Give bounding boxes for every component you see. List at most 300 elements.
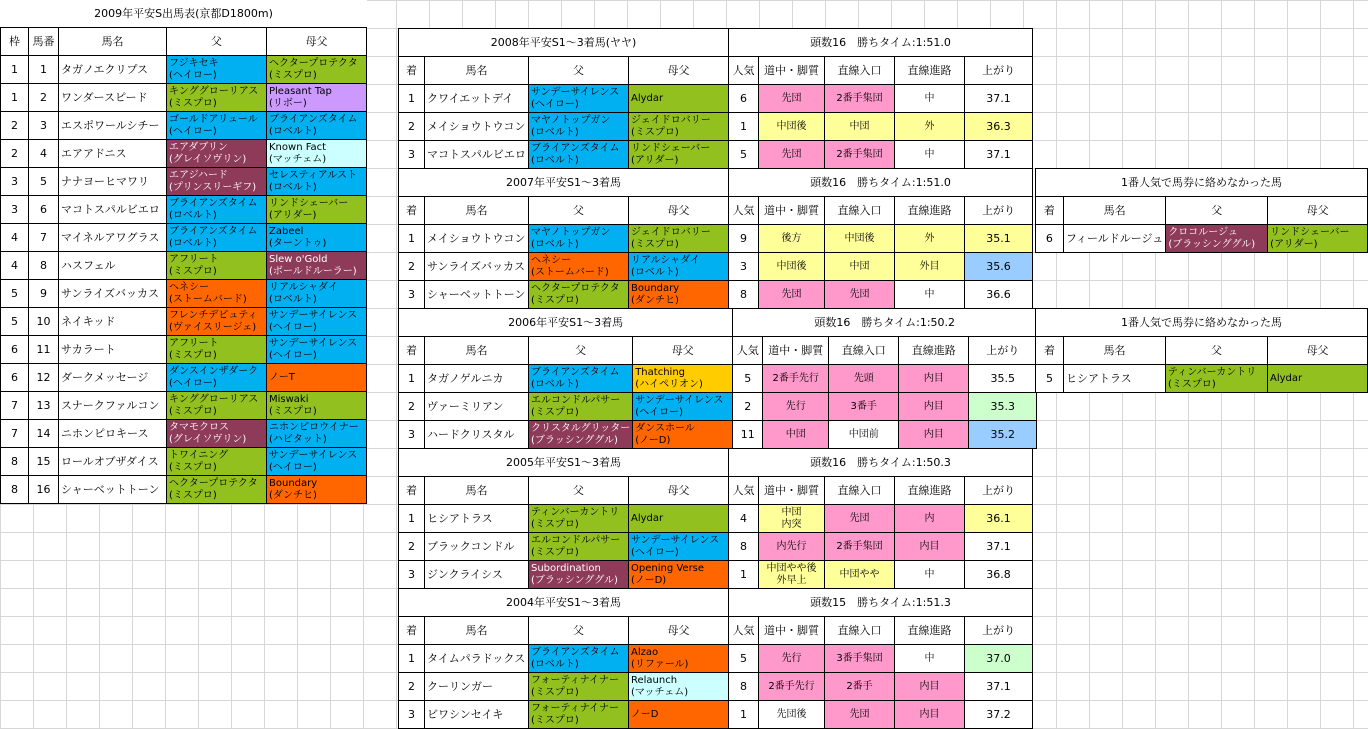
waku-cell[interactable]: 7 [1, 392, 29, 420]
running-style-cell[interactable]: 先団後 [759, 701, 825, 729]
horse-name-cell[interactable]: ハードクリスタル [425, 421, 529, 449]
stretch-course-cell[interactable]: 中 [895, 281, 965, 309]
running-style-cell[interactable]: 後方 [759, 225, 825, 253]
column-header[interactable]: 父 [529, 477, 629, 505]
column-header[interactable]: 上がり [965, 57, 1033, 85]
stretch-course-cell[interactable]: 中 [895, 645, 965, 673]
finish-position-cell[interactable]: 2 [399, 113, 425, 141]
last-3f-cell[interactable]: 37.2 [965, 701, 1033, 729]
horse-name-cell[interactable]: ジンクライシス [425, 561, 529, 589]
stretch-entry-cell[interactable]: 2番手集団 [825, 533, 895, 561]
past-info[interactable]: 頭数15 勝ちタイム:1:51.3 [729, 589, 1033, 617]
waku-cell[interactable]: 2 [1, 140, 29, 168]
popularity-cell[interactable]: 1 [729, 113, 759, 141]
bms-cell[interactable]: Zabeel (ターントゥ) [267, 224, 367, 252]
bms-cell[interactable]: ノーD [629, 701, 729, 729]
last-3f-cell[interactable]: 37.1 [965, 141, 1033, 169]
sire-cell[interactable]: エルコンドルパサー (ミスプロ) [529, 393, 633, 421]
sire-cell[interactable]: クリスタルグリッター (ブラッシンググル) [529, 421, 633, 449]
popularity-cell[interactable]: 4 [729, 505, 759, 533]
column-header[interactable]: 着 [399, 197, 425, 225]
finish-position-cell[interactable]: 1 [399, 225, 425, 253]
stretch-entry-cell[interactable]: 2番手集団 [825, 85, 895, 113]
popularity-cell[interactable]: 9 [729, 225, 759, 253]
stretch-entry-cell[interactable]: 3番手集団 [825, 645, 895, 673]
running-style-cell[interactable]: 先団 [759, 281, 825, 309]
column-header[interactable]: 父 [1166, 197, 1268, 225]
popularity-cell[interactable]: 5 [729, 645, 759, 673]
stretch-course-cell[interactable]: 内目 [895, 533, 965, 561]
last-3f-cell[interactable]: 37.0 [965, 645, 1033, 673]
sire-cell[interactable]: エアジハード (プリンスリーギフ) [167, 168, 267, 196]
column-header[interactable]: 着 [399, 337, 425, 365]
bms-cell[interactable]: Pleasant Tap (リボー) [267, 84, 367, 112]
column-header[interactable]: 上がり [965, 477, 1033, 505]
column-header[interactable]: 父 [167, 28, 267, 56]
finish-position-cell[interactable]: 2 [399, 253, 425, 281]
waku-cell[interactable]: 3 [1, 196, 29, 224]
column-header[interactable]: 馬名 [425, 337, 529, 365]
past-info[interactable]: 頭数16 勝ちタイム:1:50.2 [733, 309, 1037, 337]
past-info[interactable]: 頭数16 勝ちタイム:1:51.0 [729, 169, 1033, 197]
sire-cell[interactable]: フォーティナイナー (ミスプロ) [529, 701, 629, 729]
column-header[interactable]: 直線進路 [895, 477, 965, 505]
finish-position-cell[interactable]: 1 [399, 365, 425, 393]
sire-cell[interactable]: ブライアンズタイム (ロベルト) [529, 141, 629, 169]
sire-cell[interactable]: フォーティナイナー (ミスプロ) [529, 673, 629, 701]
past-title[interactable]: 2005年平安S1～3着馬 [399, 449, 729, 477]
sire-cell[interactable]: アフリート (ミスプロ) [167, 336, 267, 364]
horse-name-cell[interactable]: スナークファルコン [59, 392, 167, 420]
horse-name-cell[interactable]: ロールオブザダイス [59, 448, 167, 476]
bms-cell[interactable]: Alzao (リファール) [629, 645, 729, 673]
column-header[interactable]: 父 [529, 57, 629, 85]
sire-cell[interactable]: ブライアンズタイム (ロベルト) [167, 196, 267, 224]
column-header[interactable]: 着 [1036, 197, 1064, 225]
horse-name-cell[interactable]: マコトスパルビエロ [425, 141, 529, 169]
popularity-cell[interactable]: 3 [729, 253, 759, 281]
waku-cell[interactable]: 1 [1, 84, 29, 112]
horse-name-cell[interactable]: ヒシアトラス [425, 505, 529, 533]
horse-name-cell[interactable]: タガノゲルニカ [425, 365, 529, 393]
bms-cell[interactable]: Thatching (ハイペリオン) [633, 365, 733, 393]
stretch-entry-cell[interactable]: 中団前 [829, 421, 899, 449]
stretch-course-cell[interactable]: 中 [895, 85, 965, 113]
last-3f-cell[interactable]: 35.5 [969, 365, 1037, 393]
horse-name-cell[interactable]: クワイエットデイ [425, 85, 529, 113]
running-style-cell[interactable]: 先行 [759, 645, 825, 673]
stretch-entry-cell[interactable]: 2番手集団 [825, 141, 895, 169]
bms-cell[interactable]: サンデーサイレンス (ヘイロー) [267, 308, 367, 336]
bms-cell[interactable]: リンドシェーバー (アリダー) [629, 141, 729, 169]
umaban-cell[interactable]: 10 [29, 308, 59, 336]
column-header[interactable]: 直線入口 [825, 477, 895, 505]
stretch-entry-cell[interactable]: 中団後 [825, 225, 895, 253]
column-header[interactable]: 直線入口 [825, 57, 895, 85]
stretch-course-cell[interactable]: 内目 [899, 393, 969, 421]
sire-cell[interactable]: ティンバーカントリ (ミスプロ) [1166, 365, 1268, 393]
bms-cell[interactable]: リアルシャダイ (ロベルト) [629, 253, 729, 281]
column-header[interactable]: 道中・脚質 [759, 197, 825, 225]
entries-title[interactable]: 2009年平安S出馬表(京都D1800m) [94, 7, 273, 20]
sire-cell[interactable]: エルコンドルパサー (ミスプロ) [529, 533, 629, 561]
fav-title[interactable]: 1番人気で馬券に絡めなかった馬 [1036, 169, 1368, 197]
column-header[interactable]: 直線入口 [829, 337, 899, 365]
column-header[interactable]: 上がり [969, 337, 1037, 365]
finish-position-cell[interactable]: 3 [399, 701, 425, 729]
sire-cell[interactable]: フジキセキ (ヘイロー) [167, 56, 267, 84]
horse-name-cell[interactable]: ブラックコンドル [425, 533, 529, 561]
column-header[interactable]: 着 [399, 57, 425, 85]
column-header[interactable]: 直線進路 [899, 337, 969, 365]
past-title[interactable]: 2006年平安S1～3着馬 [399, 309, 733, 337]
umaban-cell[interactable]: 12 [29, 364, 59, 392]
horse-name-cell[interactable]: メイショウトウコン [425, 225, 529, 253]
sire-cell[interactable]: ブライアンズタイム (ロベルト) [529, 645, 629, 673]
umaban-cell[interactable]: 1 [29, 56, 59, 84]
popularity-cell[interactable]: 5 [729, 141, 759, 169]
bms-cell[interactable]: Boundary (ダンチヒ) [267, 476, 367, 504]
waku-cell[interactable]: 4 [1, 224, 29, 252]
finish-position-cell[interactable]: 6 [1036, 225, 1064, 253]
horse-name-cell[interactable]: ヒシアトラス [1064, 365, 1166, 393]
stretch-course-cell[interactable]: 外目 [895, 253, 965, 281]
fav-row [1036, 365, 1368, 393]
waku-cell[interactable]: 3 [1, 168, 29, 196]
last-3f-cell[interactable]: 36.1 [965, 505, 1033, 533]
horse-name-cell[interactable]: シャーベットトーン [425, 281, 529, 309]
sire-cell[interactable]: ブライアンズタイム (ロベルト) [529, 365, 633, 393]
column-header[interactable]: 上がり [965, 617, 1033, 645]
umaban-cell[interactable]: 7 [29, 224, 59, 252]
column-header[interactable]: 父 [529, 617, 629, 645]
stretch-entry-cell[interactable]: 中団やや [825, 561, 895, 589]
column-header[interactable]: 直線進路 [895, 57, 965, 85]
column-header[interactable]: 人気 [729, 197, 759, 225]
column-header[interactable]: 馬名 [59, 28, 167, 56]
waku-cell[interactable]: 8 [1, 448, 29, 476]
stretch-course-cell[interactable]: 内目 [895, 673, 965, 701]
column-header[interactable]: 人気 [729, 57, 759, 85]
column-header[interactable]: 人気 [729, 617, 759, 645]
horse-name-cell[interactable]: ニホンピロキース [59, 420, 167, 448]
horse-name-cell[interactable]: ビワシンセイキ [425, 701, 529, 729]
running-style-cell[interactable]: 2番手先行 [763, 365, 829, 393]
column-header[interactable]: 母父 [1268, 197, 1368, 225]
finish-position-cell[interactable]: 3 [399, 421, 425, 449]
horse-name-cell[interactable]: ハスフェル [59, 252, 167, 280]
bms-cell[interactable]: Relaunch (マッチェム) [629, 673, 729, 701]
past-result-row [399, 701, 1033, 729]
bms-cell[interactable]: リンドシェーバー (アリダー) [1268, 225, 1368, 253]
horse-name-cell[interactable]: マイネルアワグラス [59, 224, 167, 252]
horse-name-cell[interactable]: タガノエクリプス [59, 56, 167, 84]
last-3f-cell[interactable]: 37.1 [965, 533, 1033, 561]
horse-name-cell[interactable]: サンライズバッカス [425, 253, 529, 281]
sire-cell[interactable]: フレンチデピュティ (ヴァイスリージェ) [167, 308, 267, 336]
finish-position-cell[interactable]: 1 [399, 85, 425, 113]
bms-cell[interactable]: リアルシャダイ (ロベルト) [267, 280, 367, 308]
bms-cell[interactable]: ジェイドロバリー (ミスプロ) [629, 113, 729, 141]
sire-cell[interactable]: タマモクロス (グレイソヴリン) [167, 420, 267, 448]
last-3f-cell[interactable]: 36.8 [965, 561, 1033, 589]
column-header[interactable]: 馬名 [425, 57, 529, 85]
waku-cell[interactable]: 6 [1, 336, 29, 364]
fav-row [1036, 225, 1368, 253]
stretch-course-cell[interactable]: 外 [895, 225, 965, 253]
horse-name-cell[interactable]: シャーベットトーン [59, 476, 167, 504]
popularity-cell[interactable]: 5 [733, 365, 763, 393]
running-style-cell[interactable]: 2番手先行 [759, 673, 825, 701]
column-header[interactable]: 馬名 [425, 617, 529, 645]
column-header[interactable]: 直線入口 [825, 617, 895, 645]
column-header[interactable]: 道中・脚質 [759, 617, 825, 645]
sire-cell[interactable]: ヘネシー (ストームバード) [167, 280, 267, 308]
stretch-entry-cell[interactable]: 先団 [825, 701, 895, 729]
bms-cell[interactable]: サンデーサイレンス (ヘイロー) [267, 448, 367, 476]
sire-cell[interactable]: Subordination (ブラッシンググル) [529, 561, 629, 589]
running-style-cell[interactable]: 先行 [763, 393, 829, 421]
bms-cell[interactable]: Slew o'Gold (ボールドルーラー) [267, 252, 367, 280]
umaban-cell[interactable]: 4 [29, 140, 59, 168]
past-results-table [398, 448, 1033, 589]
last-3f-cell[interactable]: 35.2 [969, 421, 1037, 449]
sire-cell[interactable]: ヘクタープロテクタ (ミスプロ) [529, 281, 629, 309]
column-header[interactable]: 母父 [267, 28, 367, 56]
umaban-cell[interactable]: 9 [29, 280, 59, 308]
finish-position-cell[interactable]: 2 [399, 393, 425, 421]
umaban-cell[interactable]: 5 [29, 168, 59, 196]
bms-cell[interactable]: ノーT [267, 364, 367, 392]
bms-cell[interactable]: Known Fact (マッチェム) [267, 140, 367, 168]
finish-position-cell[interactable]: 1 [399, 645, 425, 673]
bms-cell[interactable]: セレスティアルスト (ロベルト) [267, 168, 367, 196]
past-results-table [398, 28, 1033, 169]
waku-cell[interactable]: 1 [1, 56, 29, 84]
column-header[interactable]: 馬名 [1063, 197, 1165, 225]
stretch-course-cell[interactable]: 中 [895, 141, 965, 169]
past-title[interactable]: 2008年平安S1～3着馬(ヤヤ) [399, 29, 729, 57]
bms-cell[interactable]: ヘクタープロテクタ (ミスプロ) [267, 56, 367, 84]
column-header[interactable]: 馬名 [425, 197, 529, 225]
last-3f-cell[interactable]: 36.6 [965, 281, 1033, 309]
column-header[interactable]: 直線進路 [895, 617, 965, 645]
column-header[interactable]: 直線進路 [895, 197, 965, 225]
column-header[interactable]: 父 [529, 337, 633, 365]
stretch-entry-cell[interactable]: 3番手 [829, 393, 899, 421]
umaban-cell[interactable]: 14 [29, 420, 59, 448]
running-style-cell[interactable]: 中団やや後 外早上 [759, 561, 825, 589]
horse-name-cell[interactable]: ネイキッド [59, 308, 167, 336]
running-style-cell[interactable]: 中団後 [759, 253, 825, 281]
stretch-entry-cell[interactable]: 先団 [825, 281, 895, 309]
popularity-cell[interactable]: 8 [729, 533, 759, 561]
sire-cell[interactable]: クロコルージュ (ブラッシンググル) [1166, 225, 1268, 253]
entry-row [1, 336, 367, 364]
sire-cell[interactable]: ヘネシー (ストームバード) [529, 253, 629, 281]
column-header[interactable]: 父 [1166, 337, 1268, 365]
sire-cell[interactable]: ティンバーカントリ (ミスプロ) [529, 505, 629, 533]
horse-name-cell[interactable]: クーリンガー [425, 673, 529, 701]
column-header[interactable]: 馬名 [1064, 337, 1166, 365]
sire-cell[interactable]: トワイニング (ミスプロ) [167, 448, 267, 476]
running-style-cell[interactable]: 中団 内突 [759, 505, 825, 533]
stretch-course-cell[interactable]: 内目 [899, 365, 969, 393]
bms-cell[interactable]: Opening Verse (ノーD) [629, 561, 729, 589]
bms-cell[interactable]: ジェイドロバリー (ミスプロ) [629, 225, 729, 253]
past-info[interactable]: 頭数16 勝ちタイム:1:51.0 [729, 29, 1033, 57]
stretch-entry-cell[interactable]: 中団 [825, 113, 895, 141]
waku-cell[interactable]: 8 [1, 476, 29, 504]
column-header[interactable]: 道中・脚質 [759, 477, 825, 505]
umaban-cell[interactable]: 2 [29, 84, 59, 112]
umaban-cell[interactable]: 3 [29, 112, 59, 140]
horse-name-cell[interactable]: ナナヨーヒマワリ [59, 168, 167, 196]
column-header[interactable]: 馬名 [425, 477, 529, 505]
stretch-course-cell[interactable]: 内目 [895, 701, 965, 729]
bms-cell[interactable]: Alydar [629, 85, 729, 113]
sire-cell[interactable]: ゴールドアリュール (ヘイロー) [167, 112, 267, 140]
bms-cell[interactable]: Miswaki (ミスプロ) [267, 392, 367, 420]
umaban-cell[interactable]: 13 [29, 392, 59, 420]
umaban-cell[interactable]: 8 [29, 252, 59, 280]
sire-cell[interactable]: サンデーサイレンス (ヘイロー) [529, 85, 629, 113]
bms-cell[interactable]: ブライアンズタイム (ロベルト) [267, 112, 367, 140]
sire-cell[interactable]: マヤノトップガン (ロベルト) [529, 225, 629, 253]
column-header[interactable]: 父 [529, 197, 629, 225]
column-header[interactable]: 馬番 [29, 28, 59, 56]
horse-name-cell[interactable]: エアアドニス [59, 140, 167, 168]
finish-position-cell[interactable]: 1 [399, 505, 425, 533]
running-style-cell[interactable]: 中団 [763, 421, 829, 449]
sire-cell[interactable]: エアダブリン (グレイソヴリン) [167, 140, 267, 168]
last-3f-cell[interactable]: 35.6 [965, 253, 1033, 281]
last-3f-cell[interactable]: 35.3 [969, 393, 1037, 421]
umaban-cell[interactable]: 6 [29, 196, 59, 224]
stretch-entry-cell[interactable]: 先団 [825, 505, 895, 533]
sire-cell[interactable]: ヘクタープロテクタ (ミスプロ) [167, 476, 267, 504]
column-header[interactable]: 母父 [1268, 337, 1368, 365]
bms-cell[interactable]: Boundary (ダンチヒ) [629, 281, 729, 309]
horse-name-cell[interactable]: ワンダースピード [59, 84, 167, 112]
column-header[interactable]: 着 [399, 477, 425, 505]
horse-name-cell[interactable]: エスポワールシチー [59, 112, 167, 140]
column-header[interactable]: 上がり [965, 197, 1033, 225]
waku-cell[interactable]: 5 [1, 280, 29, 308]
popularity-cell[interactable]: 1 [729, 561, 759, 589]
popularity-cell[interactable]: 1 [729, 701, 759, 729]
sire-cell[interactable]: キンググローリアス (ミスプロ) [167, 392, 267, 420]
stretch-course-cell[interactable]: 内目 [899, 421, 969, 449]
bms-cell[interactable]: Alydar [1268, 365, 1368, 393]
umaban-cell[interactable]: 15 [29, 448, 59, 476]
finish-position-cell[interactable]: 3 [399, 281, 425, 309]
stretch-entry-cell[interactable]: 中団 [825, 253, 895, 281]
waku-cell[interactable]: 6 [1, 364, 29, 392]
bms-cell[interactable]: リンドシェーバー (アリダー) [267, 196, 367, 224]
column-header[interactable]: 道中・脚質 [763, 337, 829, 365]
last-3f-cell[interactable]: 37.1 [965, 85, 1033, 113]
running-style-cell[interactable]: 内先行 [759, 533, 825, 561]
past-info[interactable]: 頭数16 勝ちタイム:1:50.3 [729, 449, 1033, 477]
sire-cell[interactable]: ダンスインザダーク (ヘイロー) [167, 364, 267, 392]
last-3f-cell[interactable]: 36.3 [965, 113, 1033, 141]
horse-name-cell[interactable]: サンライズバッカス [59, 280, 167, 308]
horse-name-cell[interactable]: メイショウトウコン [425, 113, 529, 141]
column-header[interactable]: 母父 [629, 197, 729, 225]
stretch-course-cell[interactable]: 内 [895, 505, 965, 533]
column-header[interactable]: 母父 [629, 477, 729, 505]
column-header[interactable]: 着 [1036, 337, 1064, 365]
popularity-cell[interactable]: 11 [733, 421, 763, 449]
fav-title[interactable]: 1番人気で馬券に絡めなかった馬 [1036, 309, 1368, 337]
past-title[interactable]: 2004年平安S1～3着馬 [399, 589, 729, 617]
bms-cell[interactable]: ダンスホール (ノーD) [633, 421, 733, 449]
bms-cell[interactable]: サンデーサイレンス (ヘイロー) [633, 393, 733, 421]
column-header[interactable]: 着 [399, 617, 425, 645]
stretch-course-cell[interactable]: 中 [895, 561, 965, 589]
sire-cell[interactable]: ブライアンズタイム (ロベルト) [167, 224, 267, 252]
sire-cell[interactable]: マヤノトップガン (ロベルト) [529, 113, 629, 141]
sire-cell[interactable]: キンググローリアス (ミスプロ) [167, 84, 267, 112]
horse-name-cell[interactable]: ダークメッセージ [59, 364, 167, 392]
horse-name-cell[interactable]: ヴァーミリアン [425, 393, 529, 421]
running-style-cell[interactable]: 先団 [759, 85, 825, 113]
stretch-entry-cell[interactable]: 2番手 [825, 673, 895, 701]
waku-cell[interactable]: 2 [1, 112, 29, 140]
popularity-cell[interactable]: 8 [729, 673, 759, 701]
finish-position-cell[interactable]: 3 [399, 561, 425, 589]
popularity-cell[interactable]: 6 [729, 85, 759, 113]
umaban-cell[interactable]: 16 [29, 476, 59, 504]
column-header[interactable]: 母父 [629, 57, 729, 85]
bms-cell[interactable]: サンデーサイレンス (ヘイロー) [267, 336, 367, 364]
popularity-cell[interactable]: 8 [729, 281, 759, 309]
last-3f-cell[interactable]: 35.1 [965, 225, 1033, 253]
column-header[interactable]: 直線入口 [825, 197, 895, 225]
waku-cell[interactable]: 5 [1, 308, 29, 336]
finish-position-cell[interactable]: 2 [399, 673, 425, 701]
waku-cell[interactable]: 4 [1, 252, 29, 280]
waku-cell[interactable]: 7 [1, 420, 29, 448]
sire-cell[interactable]: アフリート (ミスプロ) [167, 252, 267, 280]
bms-cell[interactable]: ニホンピロウイナー (ハビタット) [267, 420, 367, 448]
running-style-cell[interactable]: 中団後 [759, 113, 825, 141]
stretch-course-cell[interactable]: 外 [895, 113, 965, 141]
finish-position-cell[interactable]: 2 [399, 533, 425, 561]
finish-position-cell[interactable]: 5 [1036, 365, 1064, 393]
bms-cell[interactable]: Alydar [629, 505, 729, 533]
running-style-cell[interactable]: 先団 [759, 141, 825, 169]
column-header[interactable]: 母父 [633, 337, 733, 365]
horse-name-cell[interactable]: フィールドルージュ [1063, 225, 1165, 253]
last-3f-cell[interactable]: 37.1 [965, 673, 1033, 701]
column-header[interactable]: 枠 [1, 28, 29, 56]
column-header[interactable]: 母父 [629, 617, 729, 645]
column-header[interactable]: 道中・脚質 [759, 57, 825, 85]
column-header[interactable]: 人気 [733, 337, 763, 365]
finish-position-cell[interactable]: 3 [399, 141, 425, 169]
past-title[interactable]: 2007年平安S1～3着馬 [399, 169, 729, 197]
horse-name-cell[interactable]: サカラート [59, 336, 167, 364]
horse-name-cell[interactable]: タイムパラドックス [425, 645, 529, 673]
popularity-cell[interactable]: 2 [733, 393, 763, 421]
bms-cell[interactable]: サンデーサイレンス (ヘイロー) [629, 533, 729, 561]
stretch-entry-cell[interactable]: 先頭 [829, 365, 899, 393]
column-header[interactable]: 人気 [729, 477, 759, 505]
horse-name-cell[interactable]: マコトスパルビエロ [59, 196, 167, 224]
umaban-cell[interactable]: 11 [29, 336, 59, 364]
